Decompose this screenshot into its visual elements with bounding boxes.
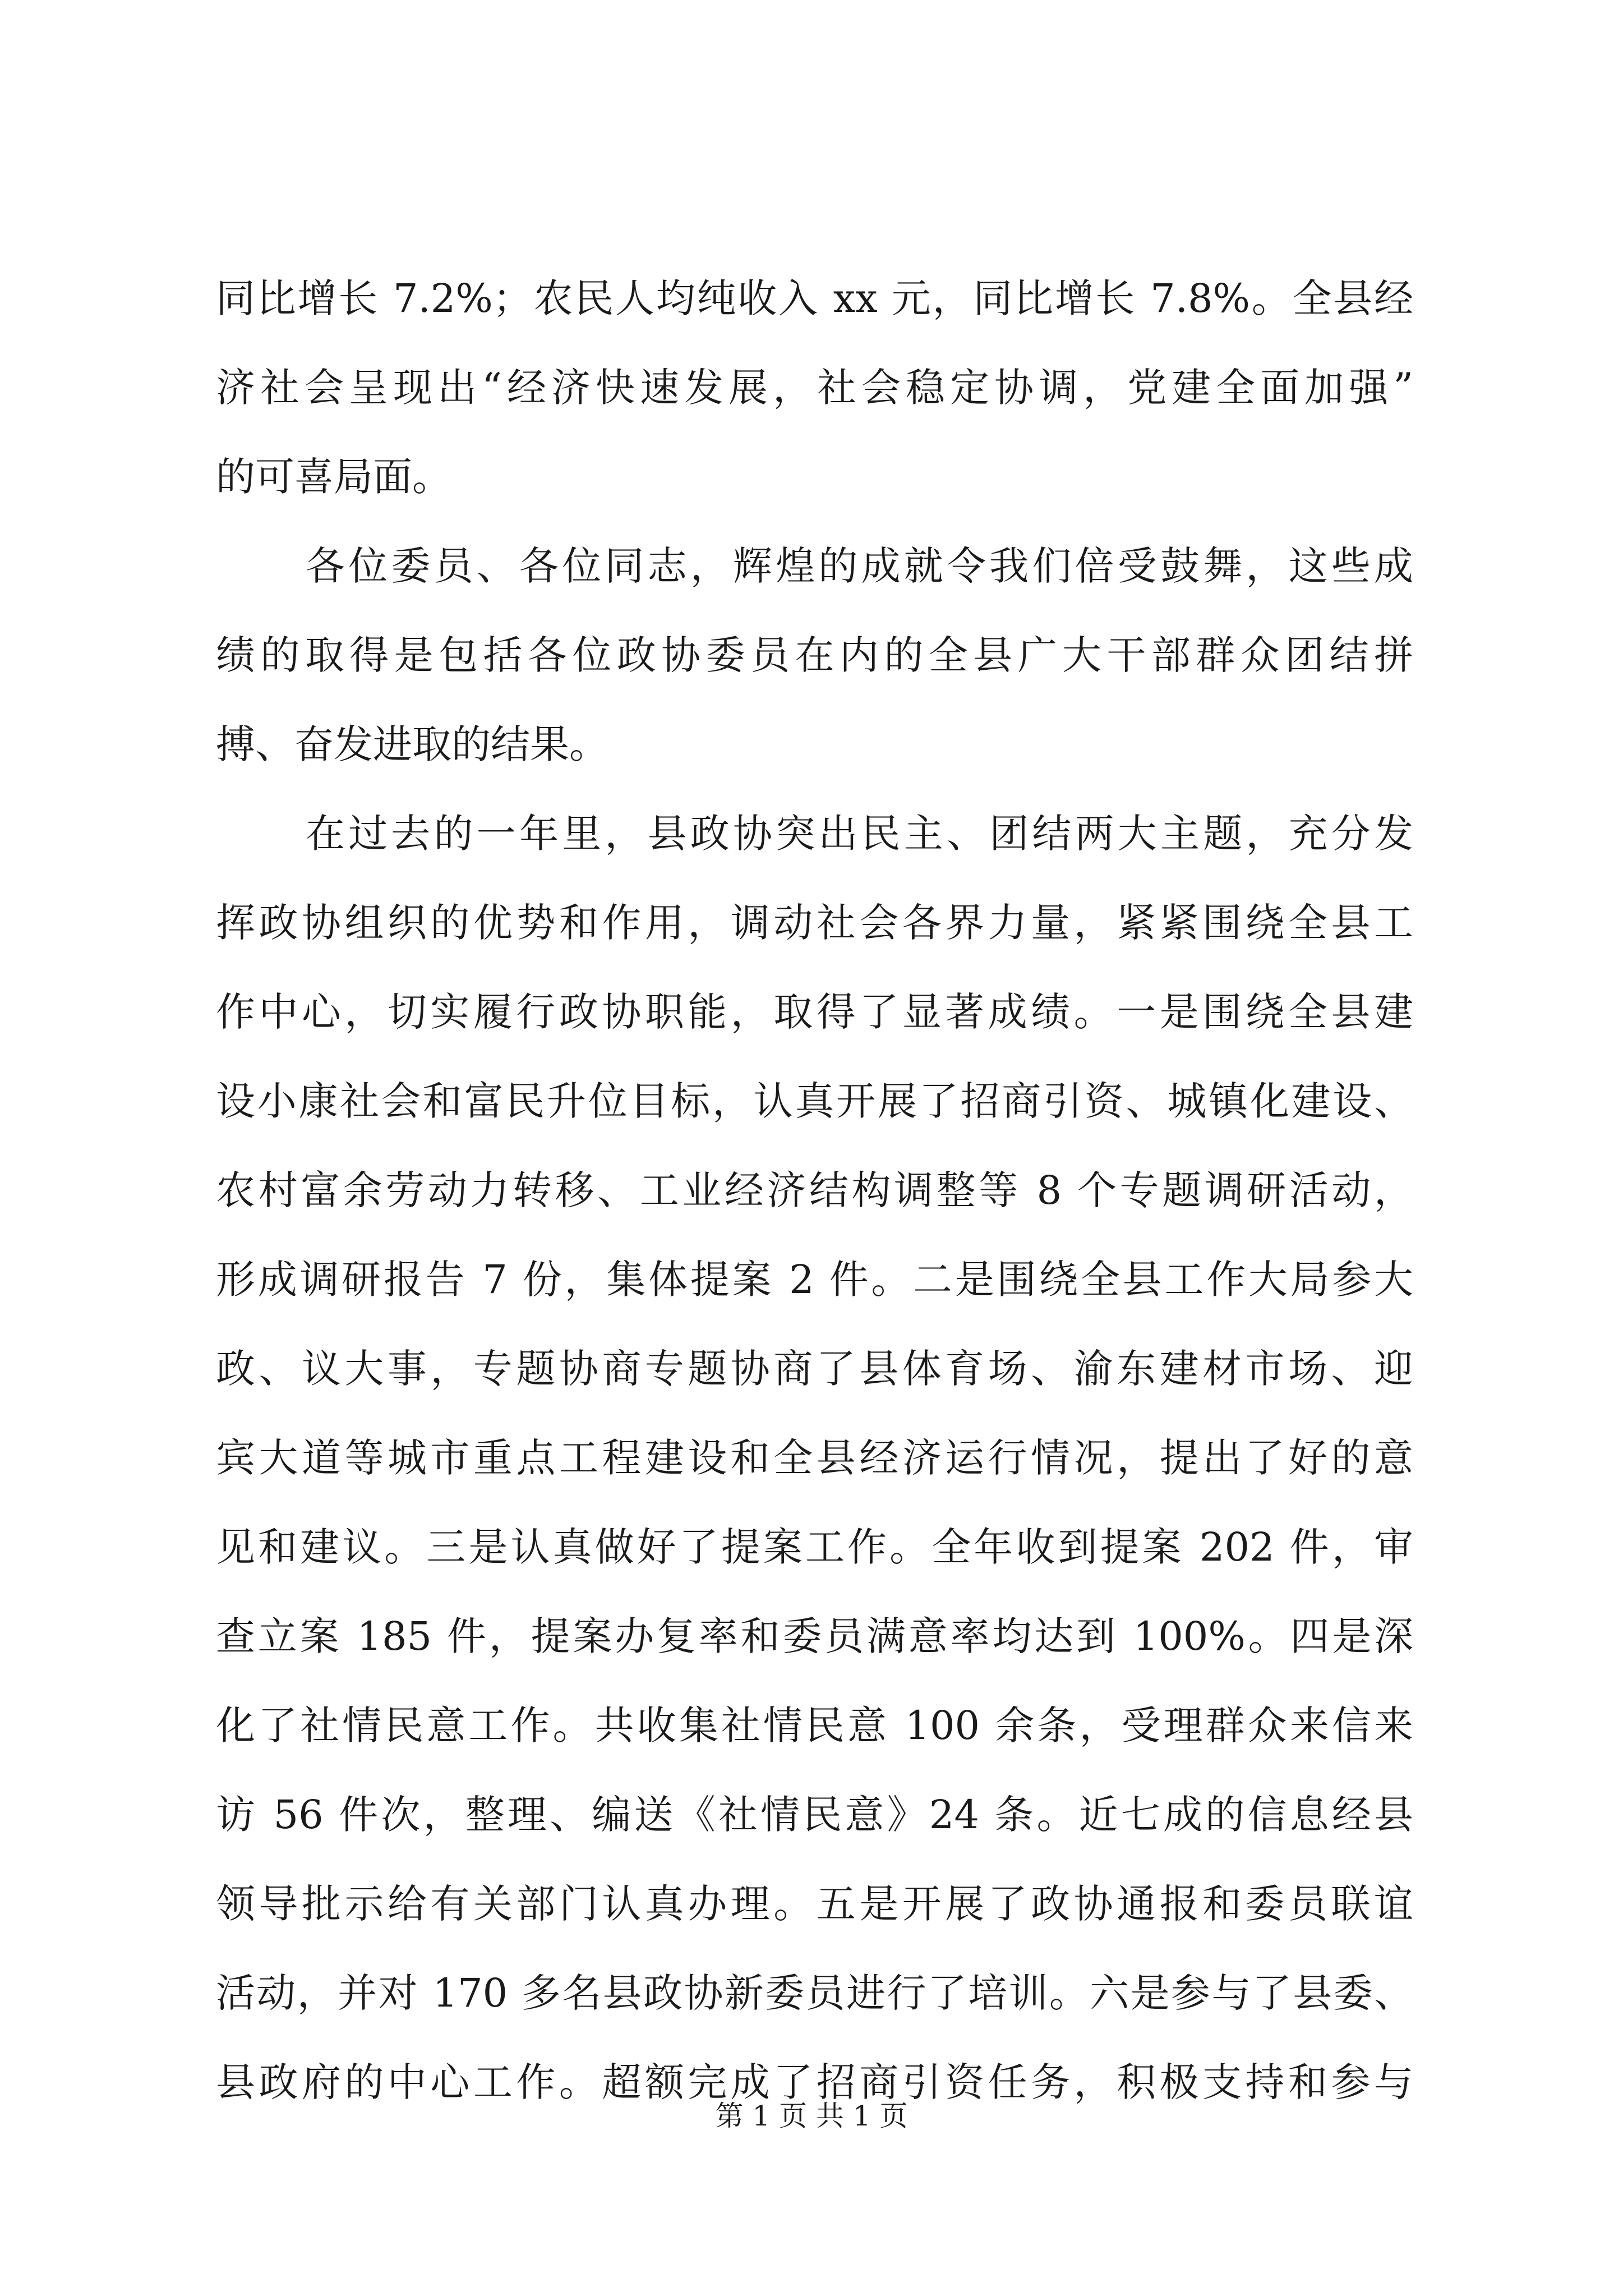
text-line: 济社会呈现出“经济快速发展，社会稳定协调，党建全面加强” <box>216 365 1413 411</box>
document-body <box>216 254 1413 2127</box>
text-line: 领导批示给有关部门认真办理。五是开展了政协通报和委员联谊 <box>216 1881 1413 1927</box>
text-line: 政、议大事，专题协商专题协商了县体育场、渝东建材市场、迎 <box>216 1346 1413 1392</box>
text-line: 设小康社会和富民升位目标，认真开展了招商引资、城镇化建设、 <box>216 1078 1413 1124</box>
text-line: 活动，并对 170 多名县政协新委员进行了培训。六是参与了县委、 <box>216 1970 1413 2016</box>
text-line: 县政府的中心工作。超额完成了招商引资任务，积极支持和参与 <box>216 2059 1413 2105</box>
paragraph-first-line: 各位委员、各位同志，辉煌的成就令我们倍受鼓舞，这些成 <box>306 543 1413 589</box>
text-line: 作中心，切实履行政协职能，取得了显著成绩。一是围绕全县建 <box>216 989 1413 1035</box>
text-line: 搏、奋发进取的结果。 <box>216 721 608 767</box>
page-footer: 第 1 页 共 1 页 <box>715 2100 908 2132</box>
text-line: 的可喜局面。 <box>216 454 451 500</box>
text-line: 挥政协组织的优势和作用，调动社会各界力量，紧紧围绕全县工 <box>216 900 1413 946</box>
text-line: 查立案 185 件，提案办复率和委员满意率均达到 100%。四是深 <box>216 1613 1413 1659</box>
text-line: 宾大道等城市重点工程建设和全县经济运行情况，提出了好的意 <box>216 1435 1413 1481</box>
text-line: 形成调研报告 7 份，集体提案 2 件。二是围绕全县工作大局参大 <box>216 1257 1413 1303</box>
text-line: 农村富余劳动力转移、工业经济结构调整等 8 个专题调研活动， <box>216 1167 1413 1213</box>
text-line: 化了社情民意工作。共收集社情民意 100 余条，受理群众来信来 <box>216 1703 1413 1749</box>
paragraph-first-line: 在过去的一年里，县政协突出民主、团结两大主题，充分发 <box>306 811 1413 857</box>
text-line: 同比增长 7.2%；农民人均纯收入 xx 元，同比增长 7.8%。全县经 <box>216 275 1413 321</box>
text-line: 访 56 件次，整理、编送《社情民意》24 条。近七成的信息经县 <box>216 1792 1413 1838</box>
text-line: 绩的取得是包括各位政协委员在内的全县广大干部群众团结拼 <box>216 632 1413 678</box>
text-line: 见和建议。三是认真做好了提案工作。全年收到提案 202 件，审 <box>216 1524 1413 1570</box>
